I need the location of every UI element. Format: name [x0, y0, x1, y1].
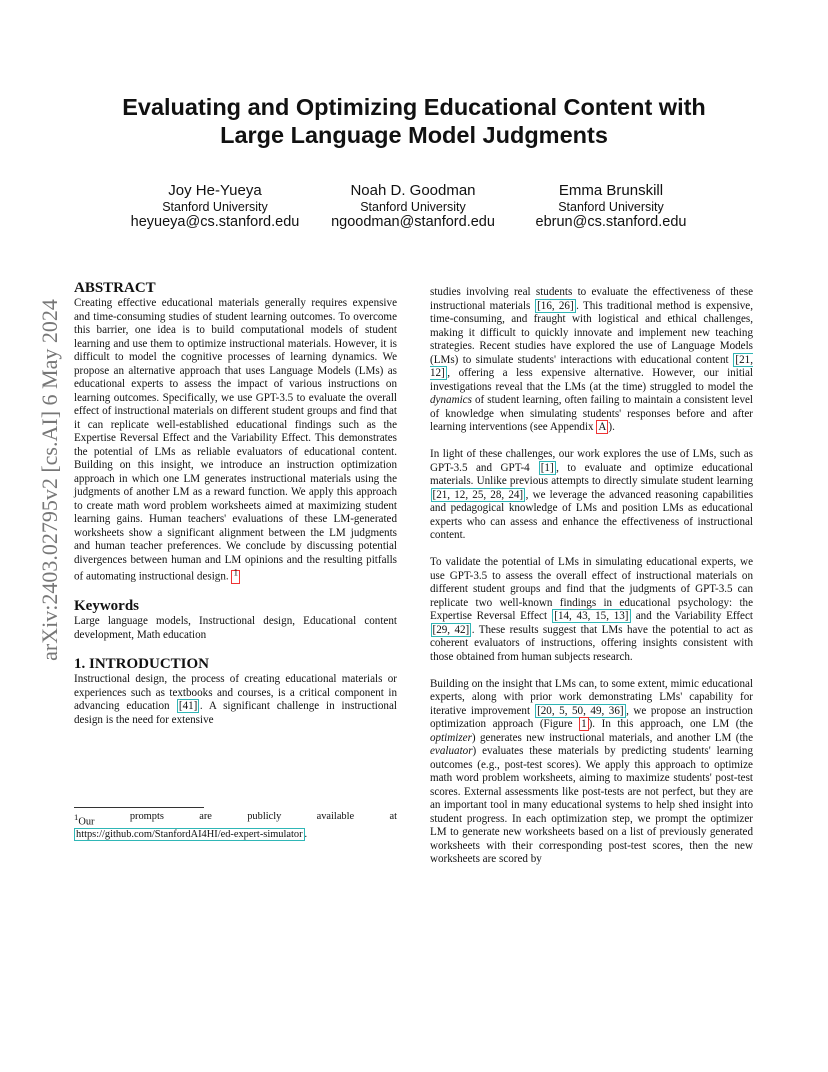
author-affiliation: Stanford University	[162, 200, 268, 214]
emphasis: evaluator	[430, 745, 473, 757]
intro-text: Instructional design, the process of creating educational materials or experiences such as textbooks and courses, is a critical component in advancing education	[74, 673, 397, 713]
citation-link[interactable]: [14, 43, 15, 13]	[554, 610, 629, 622]
author-2	[308, 182, 518, 230]
footnote-word: prompts	[129, 811, 164, 822]
intro-text: . A significant challenge in instructional design is the need for extensive	[74, 700, 397, 726]
footnote-url-line	[74, 829, 397, 842]
abstract-heading: ABSTRACT	[74, 280, 156, 296]
right-column	[430, 286, 753, 867]
footnote-link[interactable]	[231, 570, 240, 584]
footnote-mark: 1	[233, 568, 239, 578]
paragraph-2: In light of these challenges, our work explores the use of LMs, such as GPT-3.5 and GPT-4 [1] , to evaluate and optimize educational materials. Unlike previous attempts to directly simulate student learning [21, 12, 25, 28, 24] , we leverage the advanced reasoning capabilities and pedagogical knowledge of LMs and position LMs as educational experts who can assess and enhance the effectiveness of instructional content.	[430, 448, 754, 541]
emphasis: dynamics	[430, 394, 472, 406]
author-email[interactable]: heyueya@cs.stanford.edu	[130, 214, 300, 230]
author-1	[110, 182, 320, 230]
footnote	[74, 807, 397, 841]
footnote-word: publicly	[247, 811, 282, 822]
abstract-text	[74, 297, 397, 584]
introduction-paragraph	[74, 673, 397, 727]
footnote-word: $^1$Our	[74, 812, 95, 828]
title-line-1: Evaluating and Optimizing Educational Content with	[122, 94, 706, 120]
citation-link[interactable]: [41]	[178, 700, 198, 713]
footnote-line	[74, 811, 397, 829]
citation-link[interactable]: [1]	[540, 461, 554, 474]
left-column	[74, 280, 397, 727]
footnote-word: at	[389, 811, 397, 822]
footnote-end: .	[304, 828, 308, 840]
citation-link[interactable]: [16, 26]	[537, 299, 574, 312]
paragraph-3: To validate the potential of LMs in simulating educational experts, we use GPT-3.5 to assess the overall effect of instructional materials on different student groups and find that the judgments of GPT-3.5 can replicate two well-known findings in educational psychology: the Expertise Reversal Effect [14, 43, 15, 13] and the Variability Effect [29, 42] . These results suggest that LMs have the potential to act as coherent evaluators of instructions, offering insights consistent with those obtained from human subjects research.	[430, 556, 754, 663]
footnote-number: 1	[74, 812, 79, 822]
citation-link[interactable]: [21, 12, 25, 28, 24]	[432, 488, 524, 501]
keywords-text: Large language models, Instructional design, Educational content development, Math education	[74, 615, 397, 641]
appendix-link[interactable]: A	[598, 421, 607, 433]
figure-link[interactable]: 1	[581, 718, 587, 730]
introduction-heading: 1. INTRODUCTION	[74, 656, 210, 673]
paper-title-block	[0, 93, 828, 149]
author-email[interactable]: ebrun@cs.stanford.edu	[535, 214, 687, 230]
emphasis: optimizer	[430, 731, 472, 744]
arxiv-identifier: arXiv:2403.02795v2 [cs.AI] 6 May 2024	[37, 299, 62, 661]
paragraph-4: Building on the insight that LMs can, to some extent, mimic educational experts, along with prior work demonstrating LMs' capability for iterative improvement [20, 5, 50, 49, 36] , we propose an instruction optimization approach (Figure 1 ). In this approach, one LM (the optimizer) generates new instructional materials, and another LM (the evaluator) evaluates these materials by predicting students' learning outcomes (e.g., post-test scores). We apply this approach to optimize math word problem worksheets, aiming to maximize students' post-test scores. External assessments like post-tests are not perfect, but they are an important tool in many educational systems to help shed insight into student progress. In each optimization step, we prompt the optimizer LM to generate new worksheets based on a list of previously generated worksheets with their corresponding post-test scores, then the new worksheets are scored by	[430, 677, 753, 865]
abstract-body: Creating effective educational materials generally requires expensive and time-consuming studies of student learning outcomes. To overcome this barrier, one idea is to build computational models of student learning and use them to optimize instructional materials. However, it is difficult to model the cognitive processes of learning dynamics. We propose an alternative approach that uses Language Models (LMs) as educational experts to assess the impact of various instructions on learning outcomes. Specifically, we use GPT-3.5 to evaluate the overall effect of instructional materials on different student groups and find that it can replicate well-established educational findings such as the Expertise Reversal Effect and the Variability Effect. This demonstrates the potential of LMs as reliable evaluators of educational content. Building on this insight, we introduce an instruction optimization approach in which one LM generates instructional materials using the judgments of another LM as a reward function. We apply this approach to create math word problem worksheets aimed at maximizing student learning gains. Human teachers' evaluations of these LM-generated worksheets show a significant alignment between the LM judgments and human teacher preferences. We conclude by discussing potential divergences between human and LM opinions and the resulting pitfalls of automating instructional design.	[74, 297, 397, 583]
paper-title	[0, 93, 828, 149]
author-3	[506, 182, 716, 230]
author-affiliation: Stanford University	[558, 200, 664, 214]
footnote-word: are	[199, 811, 212, 822]
author-affiliation: Stanford University	[360, 200, 466, 214]
footnote-rule	[74, 807, 204, 808]
title-line-2: Large Language Model Judgments	[220, 122, 608, 148]
citation-link[interactable]: [21, 12]	[430, 353, 753, 379]
keywords-heading: Keywords	[74, 598, 139, 615]
citation-link[interactable]: [29, 42]	[432, 623, 470, 636]
author-name: Emma Brunskill	[558, 182, 664, 199]
author-name: Noah D. Goodman	[350, 182, 476, 199]
paragraph-1: studies involving real students to evaluate the effectiveness of these instructional materials [16, 26] . This traditional method is expensive, time-consuming, and fraught with logistical and ethical challenges, making it difficult to quickly innovate and implement new teaching strategies. Recent studies have explored the use of Language Models (LMs) to simulate students' interactions with educational content [21, 12] , offering a less expensive alternative. However, our initial investigations reveal that the LMs (at the time) struggled to model the dynamics of student learning, often failing to maintain a consistent level of knowledge when simulating students' responses before and after learning interventions (see Appendix A ).	[430, 286, 753, 433]
author-email[interactable]: ngoodman@stanford.edu	[331, 214, 495, 230]
repository-link[interactable]: https://github.com/StanfordAI4HI/ed-expert-simulator	[76, 828, 303, 840]
author-name: Joy He-Yueya	[168, 182, 262, 199]
footnote-word: available	[316, 811, 355, 822]
citation-link[interactable]: [20, 5, 50, 49, 36]	[537, 704, 624, 717]
author-list	[0, 182, 828, 242]
